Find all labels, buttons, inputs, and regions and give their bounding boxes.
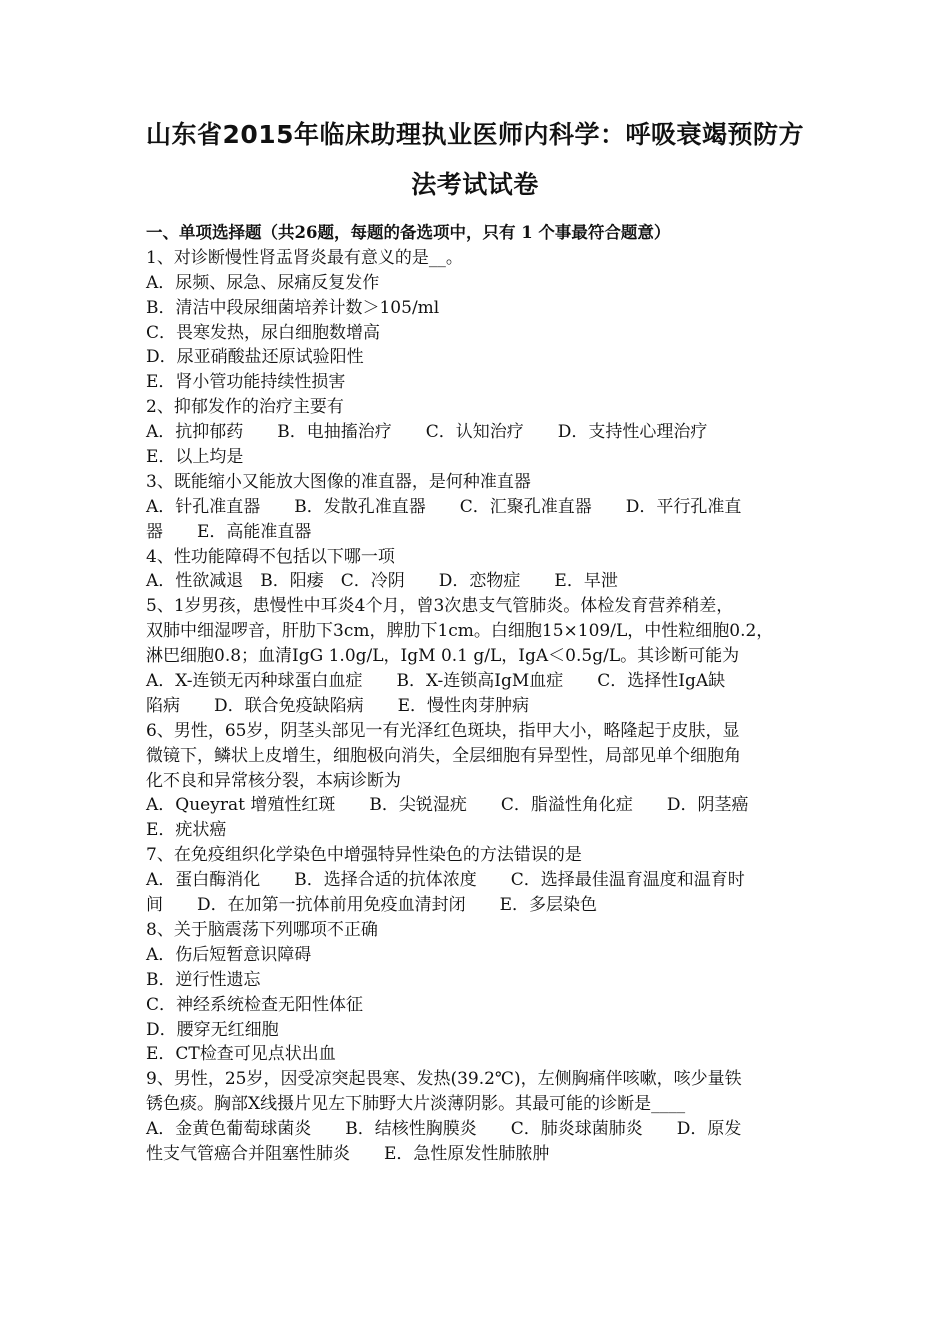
question-5-stem: 5、1岁男孩，患慢性中耳炎4个月，曾3次患支气管肺炎。体检发育营养稍差， [146, 596, 734, 617]
question-6-stem: 6、男性，65岁，阴茎头部见一有光泽红色斑块，指甲大小，略隆起于皮肤，显 [146, 720, 740, 741]
question-5-options: A．X-连锁无丙种球蛋白血症 B．X-连锁高IgM血症 C．选择性IgA缺 [146, 671, 726, 692]
question-2-options: A．抗抑郁药 B．电抽搐治疗 C．认知治疗 D．支持性心理治疗 [146, 422, 708, 443]
question-2-options: E．以上均是 [146, 447, 244, 468]
question-3-options: 器 E．高能准直器 [146, 521, 312, 542]
question-2-stem: 2、抑郁发作的治疗主要有 [146, 397, 344, 418]
question-1-option-c: C．畏寒发热，尿白细胞数增高 [146, 322, 381, 343]
question-9-options: 性支气管癌合并阻塞性肺炎 E．急性原发性肺脓肿 [146, 1143, 550, 1164]
question-8-option-c: C．神经系统检查无阳性体征 [146, 994, 364, 1015]
question-3-options: A．针孔准直器 B．发散孔准直器 C．汇聚孔准直器 D．平行孔准直 [146, 496, 742, 517]
question-7-options: A．蛋白酶消化 B．选择合适的抗体浓度 C．选择最佳温育温度和温育时 [146, 870, 745, 891]
document-title-line-1: 山东省2015年临床助理执业医师内科学：呼吸衰竭预防方 [145, 120, 805, 149]
question-8-stem: 8、关于脑震荡下列哪项不正确 [146, 919, 378, 940]
question-8-option-d: D．腰穿无红细胞 [146, 1019, 279, 1040]
question-8-option-a: A．伤后短暂意识障碍 [146, 944, 312, 965]
question-6-options: A．Queyrat 增殖性红斑 B．尖锐湿疣 C．脂溢性角化症 D．阴茎癌 [146, 795, 749, 816]
question-8-option-e: E．CT检查可见点状出血 [146, 1044, 336, 1065]
question-4-options: A．性欲减退 B．阳痿 C．冷阴 D．恋物症 E．早泄 [146, 571, 618, 592]
question-5-stem: 淋巴细胞0.8；血清IgG 1.0g/L，IgM 0.1 g/L，IgA＜0.5g/L。其诊断可能为 [146, 646, 740, 667]
question-1-option-b: B．清洁中段尿细菌培养计数＞105/ml [146, 297, 440, 318]
document-title-line-2: 法考试试卷 [411, 170, 539, 199]
question-9-options: A．金黄色葡萄球菌炎 B．结核性胸膜炎 C．肺炎球菌肺炎 D．原发 [146, 1119, 742, 1140]
question-7-options: 间 D．在加第一抗体前用免疫血清封闭 E．多层染色 [146, 895, 598, 916]
question-5-options: 陷病 D．联合免疫缺陷病 E．慢性肉芽肿病 [146, 695, 530, 716]
question-1-option-a: A．尿频、尿急、尿痛反复发作 [146, 272, 380, 293]
section-heading: 一、单项选择题（共26题，每题的备选项中，只有 1 个事最符合题意） [146, 223, 671, 242]
question-9-stem: 9、男性，25岁，因受凉突起畏寒、发热(39.2℃)，左侧胸痛伴咳嗽，咳少量铁 [146, 1069, 742, 1090]
question-6-stem: 微镜下，鳞状上皮增生，细胞极向消失，全层细胞有异型性，局部见单个细胞角 [146, 745, 741, 766]
question-3-stem: 3、既能缩小又能放大图像的准直器，是何种准直器 [146, 471, 531, 492]
question-7-stem: 7、在免疫组织化学染色中增强特异性染色的方法错误的是 [146, 845, 582, 866]
question-1-option-d: D．尿亚硝酸盐还原试验阳性 [146, 347, 364, 368]
question-9-stem: 锈色痰。胸部X线摄片见左下肺野大片淡薄阴影。其最可能的诊断是____ [146, 1094, 686, 1115]
question-1-stem: 1、对诊断慢性肾盂肾炎最有意义的是__。 [146, 247, 463, 268]
exam-body [146, 221, 826, 1167]
question-6-stem: 化不良和异常核分裂，本病诊断为 [146, 770, 401, 791]
question-1-option-e: E．肾小管功能持续性损害 [146, 372, 346, 393]
question-8-option-b: B．逆行性遗忘 [146, 969, 261, 990]
question-4-stem: 4、性功能障碍不包括以下哪一项 [146, 546, 395, 567]
question-6-options: E．疣状癌 [146, 820, 227, 841]
question-5-stem: 双肺中细湿啰音，肝肋下3cm，脾肋下1cm。白细胞15×109/L，中性粒细胞0.2， [146, 621, 774, 642]
